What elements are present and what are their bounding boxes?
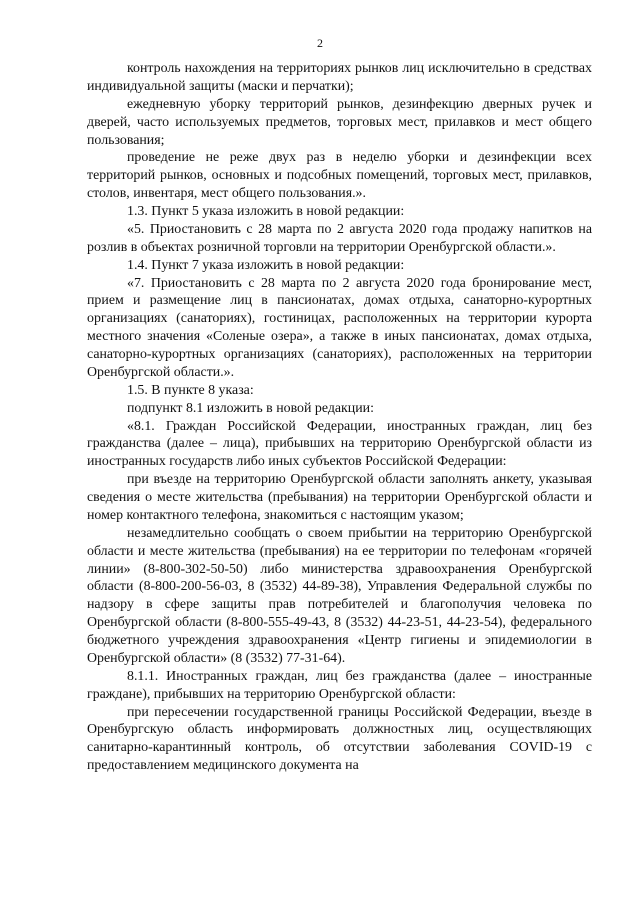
paragraph-point-5: «5. Приостановить с 28 марта по 2 августа 2020 года продажу напитков на розлив в объектах розничной торговли на территории Оренбургской области.». (87, 221, 592, 255)
paragraph-item-1-4: 1.4. Пункт 7 указа изложить в новой редакции: (127, 257, 405, 273)
paragraph-hotline-contacts: незамедлительно сообщать о своем прибытии на территорию Оренбургской области и месте жительства (пребывания) на ее территории по телефонам «горячей линии» (8-800-302-50-50) либо министерства здравоохранения Оренбургской области (8-800-200-56-03, 8 (3532) 44-89-38), Управления Федеральной службы по надзору в сфере защиты прав потребителей и благополучия человека по Оренбургской области (8-800-555-49-43, 8 (3532) 44-23-51, 44-23-54), федерального бюджетного учреждения здравоохранения «Центр гигиены и эпидемиологии в Оренбургской области» (8 (3532) 77-31-64). (87, 525, 592, 666)
document-body (87, 60, 592, 775)
paragraph-masks: контроль нахождения на территориях рынков лиц исключительно в средствах индивидуальной защиты (маски и перчатки); (87, 61, 592, 94)
paragraph-point-8-1-1: 8.1.1. Иностранных граждан, лиц без гражданства (далее – иностранные граждане), прибывших на территорию Оренбургской области: (87, 668, 592, 702)
paragraph-item-1-3: 1.3. Пункт 5 указа изложить в новой редакции: (127, 204, 405, 219)
paragraph-weekly-disinfection: проведение не реже двух раз в неделю уборки и дезинфекции всех территорий рынков, основных и подсобных помещений, торговых мест, прилавков, столов, инвентаря, мест общего пользования.». (87, 150, 592, 202)
paragraph-item-1-5: 1.5. В пункте 8 указа: (127, 382, 254, 398)
page-number: 2 (317, 36, 323, 50)
paragraph-daily-cleaning: ежедневную уборку территорий рынков, дезинфекцию дверных ручек и дверей, часто используемых предметов, торговых мест, прилавков и мест общего пользования; (87, 96, 592, 148)
paragraph-entry-questionnaire: при въезде на территорию Оренбургской области заполнять анкету, указывая сведения о месте жительства (пребывания) на территории Оренбургской области и номер контактного телефона, знакомиться с настоящим указом; (87, 472, 592, 523)
paragraph-point-7: «7. Приостановить с 28 марта по 2 августа 2020 года бронирование мест, прием и размещение лиц в пансионатах, домах отдыха, санаторно-курортных организациях (санаториях), гостиницах, расположенных на территории курорта местного значения «Соленые озера», а также в иных пансионатах, домах отдыха, санаторно-курортных организациях (санаториях), расположенных на территории Оренбургской области.». (87, 275, 592, 380)
paragraph-point-8-1: «8.1. Граждан Российской Федерации, иностранных граждан, лиц без гражданства (далее – лица), прибывших на территорию Оренбургской области из иностранных государств либо иных субъектов Российской Федерации: (87, 418, 592, 470)
paragraph-border-crossing: при пересечении государственной границы Российской Федерации, въезде в Оренбургскую область информировать должностных лиц, осуществляющих санитарно-карантинный контроль, об отсутствии заболевания COVID-19 с предоставлением медицинского документа на (87, 704, 592, 774)
paragraph-subpoint-8-1-intro: подпункт 8.1 изложить в новой редакции: (127, 400, 374, 416)
